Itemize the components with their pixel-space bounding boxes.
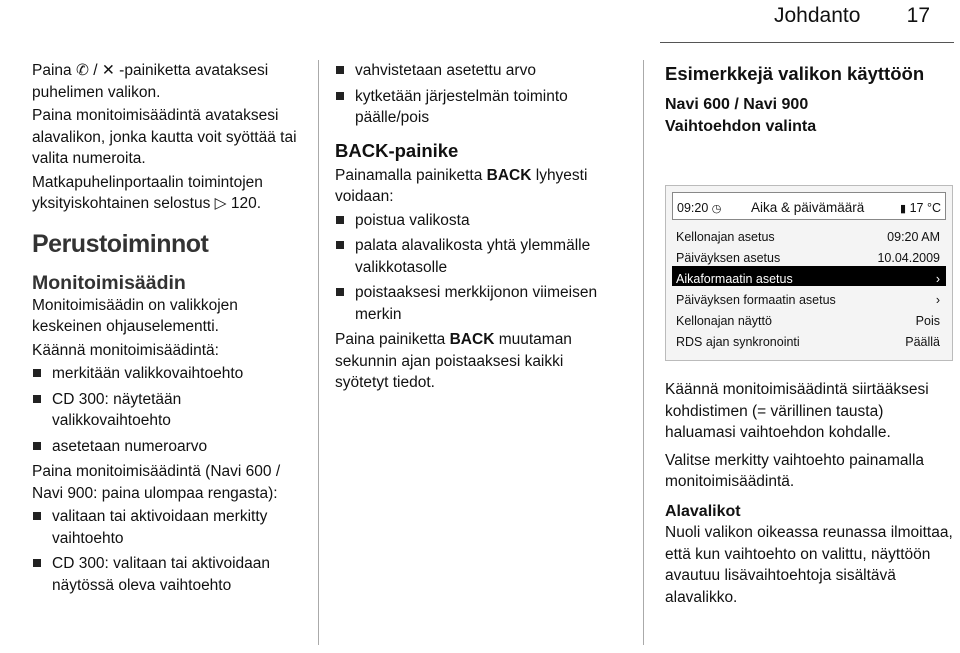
row-label: Kellonajan asetus [676, 230, 775, 244]
column-3 [665, 60, 955, 610]
clock-icon: ◷ [711, 203, 722, 215]
screen-title: Aika & päivämäärä [751, 200, 865, 215]
paragraph-submenus: Nuoli valikon oikeassa reunassa ilmoittaa, että kun vaihtoehto on valittu, näyttöön avautuu lisävaihtoehtoja sisältävä alavalikko. [665, 524, 953, 606]
list-item: CD 300: valitaan tai aktivoidaan näytössä oleva vaihtoehto [32, 553, 302, 596]
temp-value: 17 °C [909, 201, 941, 215]
phone-end-icon: ✆ / ✕ [75, 62, 115, 79]
paragraph-press: Paina monitoimisäädintä (Navi 600 / Navi 900: paina ulompaa rengasta): [32, 463, 281, 502]
column-1 [32, 60, 302, 600]
paragraph-portal [32, 172, 302, 215]
screen-title-bar [672, 192, 946, 220]
row-label: Kellonajan näyttö [676, 314, 772, 328]
paragraph-turn-cursor: Käännä monitoimisäädintä siirtääksesi kohdistimen (= värillinen tausta) haluamasi vaihtoehdon kohdalle. [665, 381, 929, 441]
paragraph-turn: Käännä monitoimisäädintä: [32, 341, 219, 359]
examples-heading: Esimerkkejä valikon käyttöön [665, 63, 925, 84]
column-2 [335, 60, 620, 396]
paragraph-back-hold [335, 329, 620, 394]
page-number: 17 [906, 4, 930, 27]
list-item: palata alavalikosta yhtä ylemmälle valikkotasolle [335, 235, 620, 278]
back-label: BACK [449, 331, 495, 348]
list-item: kytketään järjestelmän toiminto päälle/pois [335, 86, 620, 129]
list-item: poistua valikosta [335, 210, 620, 232]
menu-row[interactable] [672, 287, 946, 307]
menu-row[interactable] [672, 224, 946, 244]
paragraph-back [335, 165, 620, 208]
submenu-arrow-icon: › [935, 293, 940, 307]
text: muutaman sekunnin ajan poistaaksesi kaikki syötetyt tiedot. [335, 331, 572, 391]
paragraph-select: Valitse merkitty vaihtoehto painamalla monitoimisäädintä. [665, 451, 925, 490]
row-label: RDS ajan synkronointi [676, 335, 800, 349]
menu-screen [665, 185, 953, 361]
text: Paina [32, 62, 76, 79]
row-label: Päiväyksen formaatin asetus [676, 293, 836, 307]
text: lyhyesti voidaan: [335, 166, 588, 205]
navi-heading: Navi 600 / Navi 900 [665, 96, 809, 113]
text: Paina painiketta [335, 331, 450, 348]
paragraph-submenu: Paina monitoimisäädintä avataksesi alavalikon, jonka kautta voit syöttää tai valita numeroita. [32, 107, 297, 167]
row-value: Päällä [905, 335, 940, 349]
row-value: Pois [915, 314, 940, 328]
list-item: valitaan tai aktivoidaan merkitty vaihtoehto [32, 506, 302, 549]
menu-row[interactable] [672, 329, 946, 349]
header-rule [660, 42, 954, 43]
text: -painiketta avataksesi puhelimen valikon. [32, 62, 269, 101]
list-item: merkitään valikkovaihtoehto [32, 363, 302, 385]
column-divider-1 [318, 60, 319, 645]
menu-row[interactable] [672, 245, 946, 265]
text: Painamalla painiketta [335, 166, 487, 184]
option-select-heading: Vaihtoehdon valinta [665, 117, 817, 135]
row-label: Aikaformaatin asetus [676, 272, 793, 286]
submenus-heading: Alavalikot [665, 502, 741, 520]
time: 09:20 [677, 201, 709, 215]
back-button-heading: BACK-painike [335, 139, 459, 161]
temperature [900, 198, 941, 221]
subsection-heading: Monitoimisäädin [32, 271, 186, 294]
column-divider-2 [643, 60, 644, 645]
list-item: asetetaan numeroarvo [32, 436, 302, 458]
page-header-title: Johdanto [774, 4, 861, 27]
list-item: vahvistetaan asetettu arvo [335, 60, 620, 82]
menu-row-selected[interactable] [672, 266, 946, 286]
row-value: 10.04.2009 [877, 251, 940, 265]
submenu-arrow-icon: › [935, 272, 940, 286]
clock-text [677, 198, 721, 221]
list-item: poistaaksesi merkkijonon viimeisen merkin [335, 282, 620, 325]
paragraph-phone [32, 60, 302, 103]
thermometer-icon: ▮ [900, 203, 907, 215]
row-label: Päiväyksen asetus [676, 251, 781, 265]
page-reference[interactable]: ▷ 120. [214, 195, 262, 212]
text: Matkapuhelinportaalin toimintojen yksityiskohtainen selostus [32, 173, 263, 212]
menu-row[interactable] [672, 308, 946, 328]
list-item: CD 300: näytetään valikkovaihtoehto [32, 389, 302, 432]
section-heading: Perustoiminnot [32, 229, 209, 258]
back-label: BACK [486, 166, 532, 184]
paragraph-intro: Monitoimisäädin on valikkojen keskeinen ohjauselementti. [32, 296, 238, 335]
row-value: 09:20 AM [887, 230, 940, 244]
